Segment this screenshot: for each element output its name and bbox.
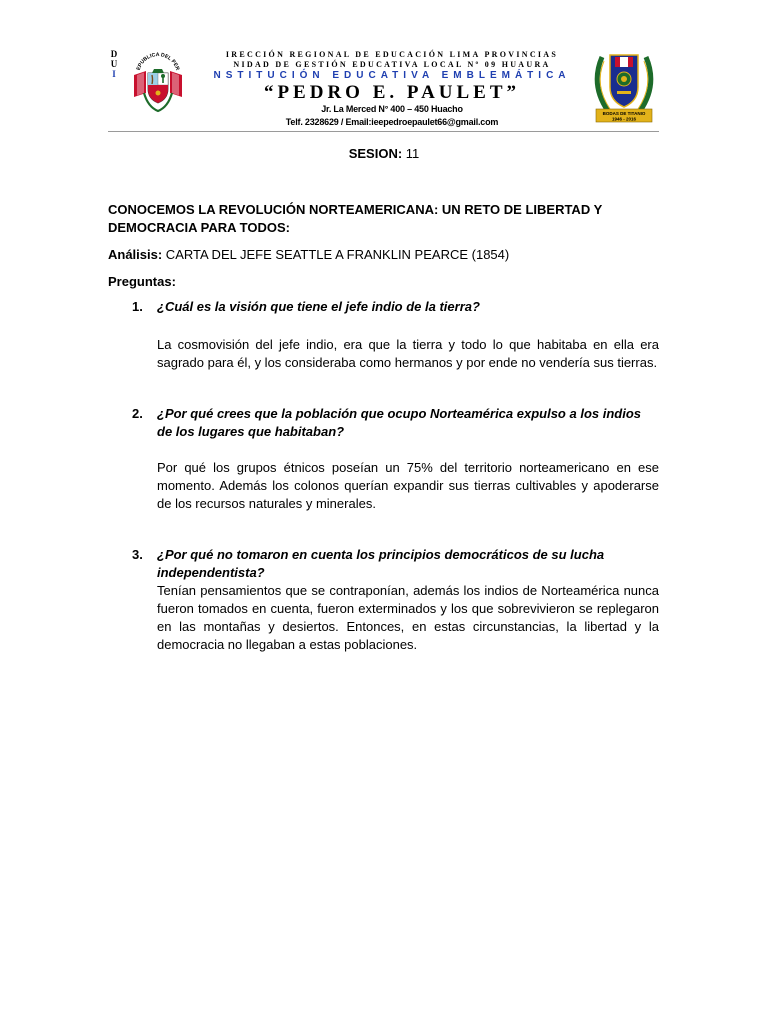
header-line-1: IRECCIÓN REGIONAL DE EDUCACIÓN LIMA PROVINCIAS [225,50,559,59]
question-number: 3. [132,547,143,562]
question-1 [132,298,659,316]
side-letter-i: I [112,69,116,79]
peru-coat-of-arms-icon [128,49,188,117]
session-heading [0,146,768,161]
crest-ribbon-text-2: 1946 - 2016 [611,116,637,122]
header-line-2: NIDAD DE GESTIÓN EDUCATIVA LOCAL Nº 09 HUAURA [233,60,551,69]
school-contact: Telf. 2328629 / Email:ieepedroepaulet66@gmail.com [285,117,499,127]
side-letter-d: D [110,49,118,59]
analysis-text: CARTA DEL JEFE SEATTLE A FRANKLIN PEARCE (1854) [162,247,510,262]
school-crest-icon [588,49,660,123]
school-name: “PEDRO E. PAULET” [263,82,521,103]
question-text: ¿Por qué no tomaron en cuenta los principios democráticos de su lucha independentista? [157,547,605,580]
header-line-3: NSTITUCIÓN EDUCATIVA EMBLEMÁTICA [213,70,571,81]
question-text: ¿Cuál es la visión que tiene el jefe indio de la tierra? [157,299,480,314]
session-number: 11 [405,146,420,161]
side-letter-u: U [110,59,118,69]
analysis-line [108,246,659,264]
school-address: Jr. La Merced N° 400 – 450 Huacho [321,104,463,114]
questions-label: Preguntas: [108,274,176,289]
answer-3: Tenían pensamientos que se contraponían, además los indios de Norteamérica nunca fueron tomados en cuenta, fueron exterminados y los que sobrevivieron se replegaron en las montañas y desiertos. Entonces, en estas circunstancias, la libertad y la democracia no llegaban a estas poblaciones. [157,583,659,652]
answer-1: La cosmovisión del jefe indio, era que la tierra y todo lo que habitaba en ella era sagrado para él, y los consideraba como hermanos y por ende no vendería sus tierras. [157,337,659,370]
question-2 [132,405,659,441]
shield-arc-text: EPUBLICA DEL PER [135,52,181,72]
header-side-letters [108,49,120,79]
question-number: 1. [132,299,143,314]
analysis-label: Análisis: [108,247,163,262]
crest-ribbon-text-1: BODAS DE TITANIO [602,111,646,116]
question-text: ¿Por qué crees que la población que ocupo Norteamérica expulso a los indios de los lugares que habitaban? [157,406,642,439]
question-3 [132,546,659,582]
svg-text:REPUBLICA DEL PERU [128,49,180,71]
question-number: 2. [132,406,143,421]
session-label: SESION: [348,146,403,161]
document-title: CONOCEMOS LA REVOLUCIÓN NORTEAMERICANA: UN RETO DE LIBERTAD Y DEMOCRACIA PARA TODOS: [108,202,603,235]
answer-2: Por qué los grupos étnicos poseían un 75% del territorio norteamericano en ese momento. Además los colonos querían expandir sus tierras cultivables y apoderarse de los recursos naturales y minerales. [157,460,659,511]
header-divider [108,131,659,132]
